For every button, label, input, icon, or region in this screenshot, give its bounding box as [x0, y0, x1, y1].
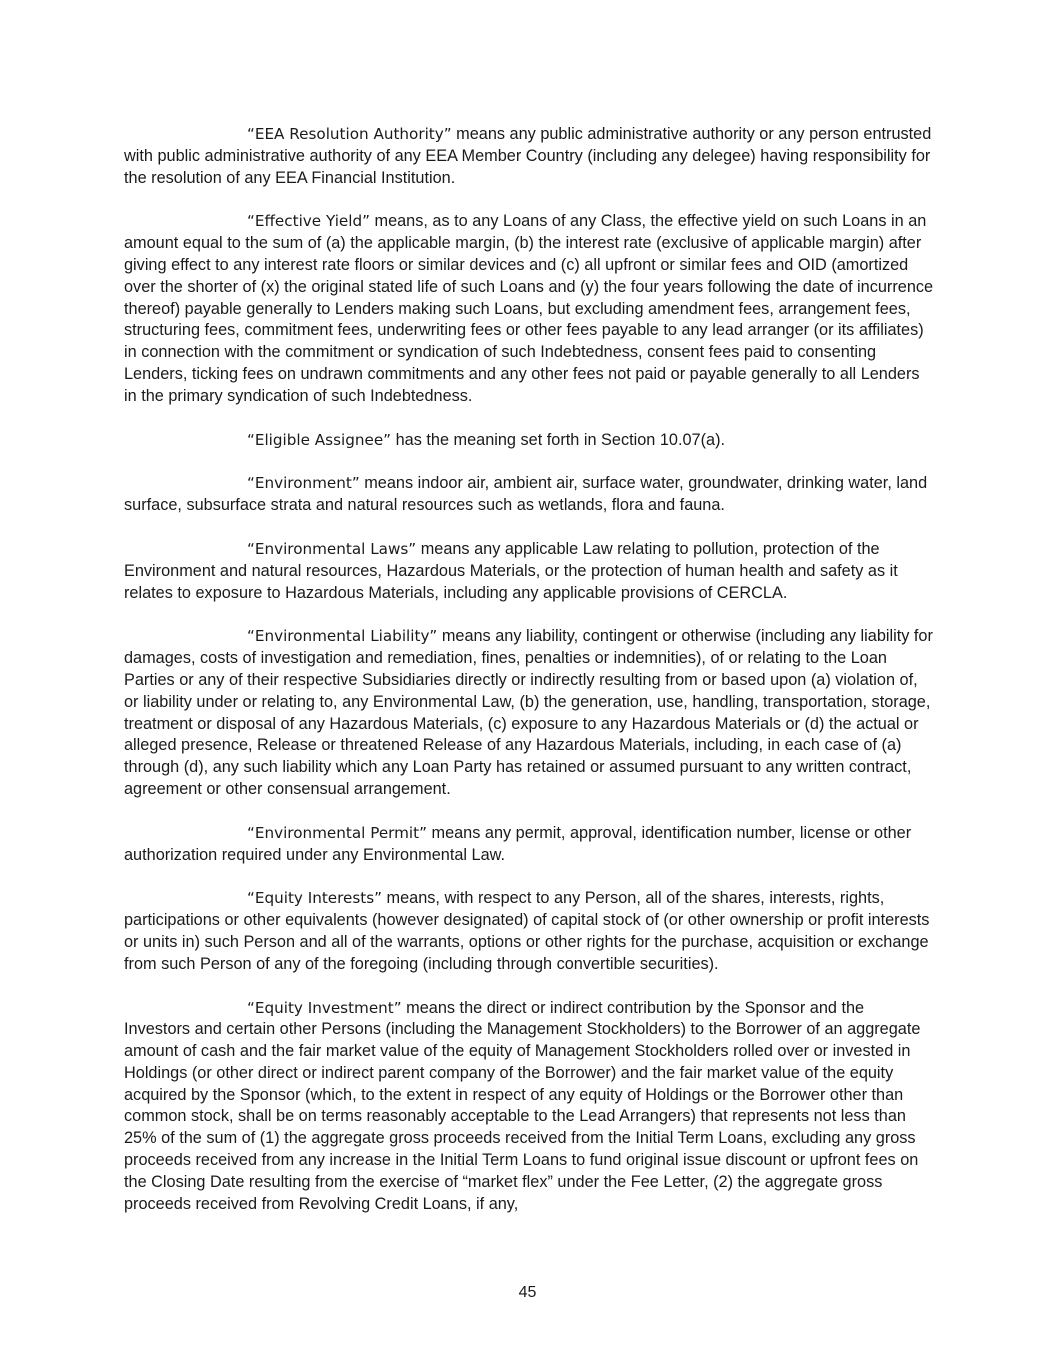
- definition-text: means the direct or indirect contribution by the Sponsor and the Investors and certain other Persons (including the Management Stockholders) to the Borrower of an aggregate amount of cash and the fair market value of the equity of Management Stockholders rolled over or invested in Holdings (or other direct or indirect parent company of the Borrower) and the fair market value of the equity acquired by the Sponsor (which, to the extent in respect of any equity of Holdings or the Borrower other than common stock, shall be on terms reasonably acceptable to the Lead Arrangers) that represents not less than 25% of the sum of (1) the aggregate gross proceeds received from the Initial Term Loans, excluding any gross proceeds received from any increase in the Initial Term Loans to fund original issue discount or upfront fees on the Closing Date resulting from the exercise of “market flex” under the Fee Letter, (2) the aggregate gross proceeds received from Revolving Credit Loans, if any,: [124, 998, 921, 1213]
- defined-term: “Equity Investment”: [247, 998, 402, 1017]
- defined-term: “Environmental Laws”: [247, 539, 417, 558]
- definition-text: means, with respect to any Person, all of the shares, interests, rights, participations or other equivalents (however designated) of capital stock of (or other ownership or profit interests or units in) such Person and all of the warrants, options or other rights for the purchase, acquisition or exchange from such Person of any of the foregoing (including through convertible securities).: [124, 889, 930, 973]
- definition-effective-yield: [124, 211, 934, 407]
- definition-eea-resolution-authority: [124, 124, 934, 189]
- definition-text: means any permit, approval, identification number, license or other authorization required under any Environmental Law.: [124, 823, 912, 864]
- page-number: 45: [518, 1284, 537, 1301]
- definition-environmental-laws: [124, 539, 934, 604]
- definition-equity-investment: [124, 998, 934, 1216]
- definition-text: means any applicable Law relating to pollution, protection of the Environment and natural resources, Hazardous Materials, or the protection of human health and safety as it relates to exposure to Hazardous Materials, including any applicable provisions of CERCLA.: [124, 539, 898, 602]
- defined-term: “Environmental Permit”: [247, 823, 427, 842]
- definition-environment: [124, 473, 934, 517]
- definition-text: means any public administrative authority or any person entrusted with public administrative authority of any EEA Member Country (including any delegee) having responsibility for the resolution of any EEA Financial Institution.: [124, 125, 932, 187]
- definition-environmental-permit: [124, 823, 934, 867]
- defined-term: “Equity Interests”: [247, 889, 383, 908]
- definition-text: means indoor air, ambient air, surface water, groundwater, drinking water, land surface, subsurface strata and natural resources such as wetlands, flora and fauna.: [124, 474, 928, 515]
- definition-equity-interests: [124, 888, 934, 975]
- defined-term: “Environment”: [247, 474, 360, 493]
- defined-term: “Eligible Assignee”: [247, 430, 392, 449]
- definition-text: has the meaning set forth in Section 10.07(a).: [391, 430, 726, 449]
- definition-text: means, as to any Loans of any Class, the effective yield on such Loans in an amount equal to the sum of (a) the applicable margin, (b) the interest rate (exclusive of applicable margin) after giving effect to any interest rate floors or similar devices and (c) all upfront or similar fees and OID (amortized over the shorter of (x) the original stated life of such Loans and (y) the four years following the date of incurrence thereof) payable generally to Lenders making such Loans, but excluding amendment fees, arrangement fees, structuring fees, commitment fees, underwriting fees or other fees payable to any lead arranger (or its affiliates) in connection with the commitment or syndication of such Indebtedness, consent fees paid to consenting Lenders, ticking fees on undrawn commitments and any other fees not paid or payable generally to all Lenders in the primary syndication of such Indebtedness.: [124, 212, 934, 405]
- defined-term: “EEA Resolution Authority”: [247, 125, 452, 143]
- document-page: [124, 124, 934, 1237]
- definition-environmental-liability: [124, 626, 934, 800]
- definition-eligible-assignee: [124, 430, 934, 452]
- defined-term: “Effective Yield”: [247, 212, 370, 231]
- defined-term: “Environmental Liability”: [247, 627, 438, 646]
- definition-text: means any liability, contingent or otherwise (including any liability for damages, costs of investigation and remediation, fines, penalties or indemnities), of or relating to the Loan Parties or any of their respective Subsidiaries directly or indirectly resulting from or based upon (a) violation of, or liability under or relating to, any Environmental Law, (b) the generation, use, handling, transportation, storage, treatment or disposal of any Hazardous Materials, (c) exposure to any Hazardous Materials or (d) the actual or alleged presence, Release or threatened Release of any Hazardous Materials, including, in each case of (a) through (d), any such liability which any Loan Party has retained or assumed pursuant to any written contract, agreement or other consensual arrangement.: [124, 627, 933, 798]
